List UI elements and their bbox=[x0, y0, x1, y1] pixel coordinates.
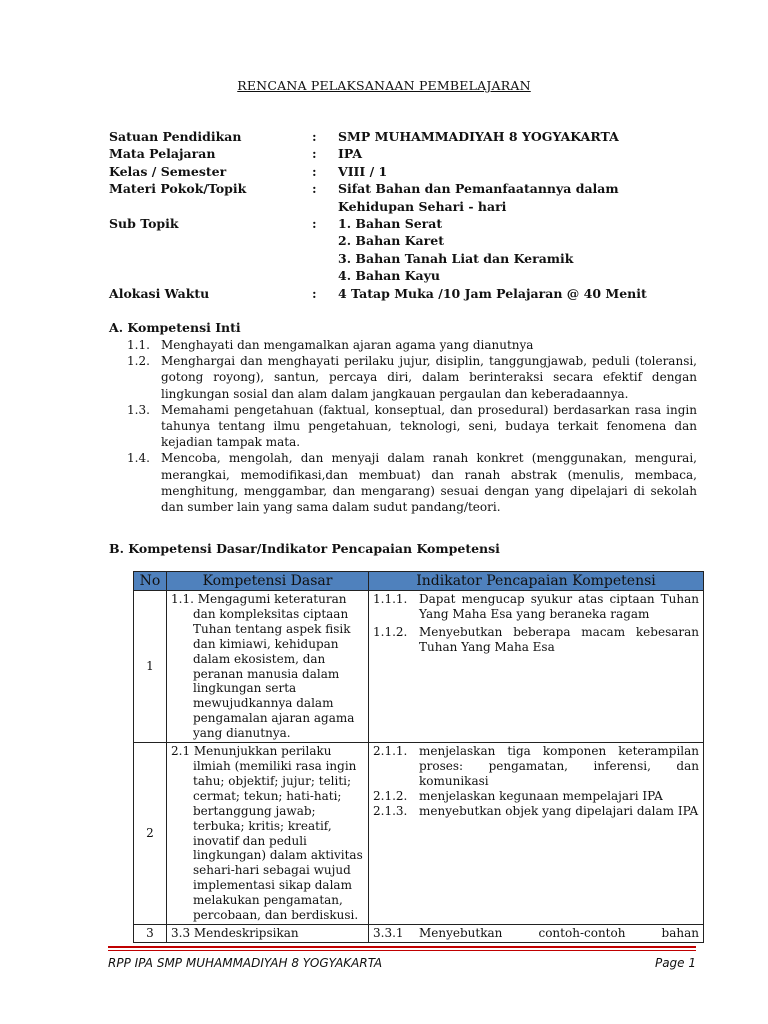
column-header-no: No bbox=[134, 572, 167, 591]
subtopik-item: 4. Bahan Kayu bbox=[338, 268, 441, 284]
kd-text: 1.1. Mengagumi keteraturan dan kompleksitas ciptaan Tuhan tentang aspek fisik dan kimiawi, kehidupan dalam ekosistem, dan peranan manusia dalam lingkungan serta mewujudkannya dalam pengamalan ajaran agama yang dianutnya. bbox=[171, 592, 355, 741]
info-row-subtopik: Sub Topik : 1. Bahan Serat 2. Bahan Karet 3. Bahan Tanah Liat dan Keramik 4. Bahan Kayu bbox=[109, 215, 689, 285]
kd-text: 2.1 Menunjukkan perilaku ilmiah (memiliki rasa ingin tahu; objektif; jujur; teliti; cermat; tekun; hati-hati; bertanggung jawab; terbuka; kritis; kreatif, inovatif dan peduli lingkungan) dalam aktivitas sehari-hari sebagai wujud implementasi sikap dalam melakukan pengamatan, percobaan, dan berdiskusi. bbox=[171, 744, 363, 923]
footer-divider bbox=[108, 946, 696, 948]
page-number: Page 1 bbox=[654, 956, 696, 970]
info-row-mapel: Mata Pelajaran : IPA bbox=[109, 146, 363, 162]
info-row-kelas: Kelas / Semester : VIII / 1 bbox=[109, 163, 388, 179]
subtopik-list bbox=[338, 215, 689, 285]
page-footer bbox=[108, 956, 696, 970]
table-row bbox=[134, 591, 704, 743]
footer-divider-thin bbox=[108, 950, 696, 951]
row-number: 1 bbox=[134, 591, 167, 743]
column-header-indikator: Indikator Pencapaian Kompetensi bbox=[369, 572, 704, 591]
info-row-alokasi: Alokasi Waktu : 4 Tatap Muka /10 Jam Pelajaran @ 40 Menit bbox=[109, 285, 647, 301]
subtopik-item: 2. Bahan Karet bbox=[338, 233, 444, 249]
info-row-materi: Materi Pokok/Topik : Sifat Bahan dan Pemanfaatannya dalam Kehidupan Sehari - hari bbox=[109, 181, 619, 214]
table-header-row bbox=[134, 572, 704, 591]
subtopik-item: 3. Bahan Tanah Liat dan Keramik bbox=[338, 250, 574, 266]
kd-text: 3.3 Mendeskripsikan bbox=[171, 925, 299, 940]
row-number: 2 bbox=[134, 743, 167, 925]
list-item: 1.4. Mencoba, mengolah, dan menyaji dalam ranah konkret (menggunakan, mengurai, merangkai, memodifikasi,dan membuat) dan ranah abstrak (menulis, membaca, menghitung, menggambar, dan mengarang) sesuai dengan yang dipelajari di sekolah dan sumber lain yang sama dalam sudut pandang/teori. bbox=[127, 451, 697, 515]
indicator-item: 2.1.3. menyebutkan objek yang dipelajari dalam IPA bbox=[373, 803, 699, 818]
indicator-item: 2.1.2. menjelaskan kegunaan mempelajari IPA bbox=[373, 788, 663, 803]
subtopik-item: 1. Bahan Serat bbox=[338, 216, 443, 232]
list-item: 1.1. Menghayati dan mengamalkan ajaran agama yang dianutnya bbox=[127, 338, 534, 352]
document-title: RENCANA PELAKSANAAN PEMBELAJARAN bbox=[237, 78, 531, 93]
column-header-kd: Kompetensi Dasar bbox=[167, 572, 369, 591]
row-number: 3 bbox=[134, 924, 167, 942]
indicator-item: 2.1.1. menjelaskan tiga komponen keterampilan proses: pengamatan, inferensi, dan komunikasi bbox=[373, 744, 699, 788]
kompetensi-table bbox=[133, 571, 704, 943]
table-row bbox=[134, 743, 704, 925]
section-heading-a: A. Kompetensi Inti bbox=[109, 320, 241, 335]
table-row bbox=[134, 924, 704, 942]
indicator-item: 1.1.1. Dapat mengucap syukur atas ciptaan Tuhan Yang Maha Esa yang beraneka ragam bbox=[373, 592, 699, 621]
footer-school: RPP IPA SMP MUHAMMADIYAH 8 YOGYAKARTA bbox=[108, 956, 383, 970]
list-item: 1.2. Menghargai dan menghayati perilaku jujur, disiplin, tanggungjawab, peduli (toleransi, gotong royong), santun, percaya diri, dalam berinteraksi secara efektif dengan lingkungan sosial dan alam dalam jangkauan pergaulan dan keberadaannya. bbox=[127, 354, 697, 401]
kompetensi-inti-list bbox=[127, 337, 697, 515]
section-heading-b: B. Kompetensi Dasar/Indikator Pencapaian Kompetensi bbox=[109, 541, 500, 556]
indicator-item: 3.3.1 Menyebutkan contoh-contoh bahan bbox=[373, 925, 699, 940]
indicator-item: 1.1.2. Menyebutkan beberapa macam kebesaran Tuhan Yang Maha Esa bbox=[373, 624, 699, 654]
list-item: 1.3. Memahami pengetahuan (faktual, konseptual, dan prosedural) berdasarkan rasa ingin tahunya tentang ilmu pengetahuan, teknologi, seni, budaya terkait fenomena dan kejadian tampak mata. bbox=[127, 402, 697, 450]
info-row-satuan: Satuan Pendidikan : SMP MUHAMMADIYAH 8 YOGYAKARTA bbox=[109, 129, 619, 144]
identity-block bbox=[109, 128, 689, 302]
